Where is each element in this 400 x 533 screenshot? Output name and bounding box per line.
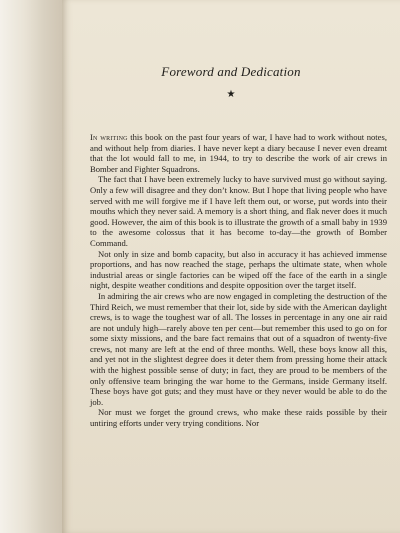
- book-page: [62, 0, 400, 533]
- chapter-heading: Foreword and Dedication: [161, 64, 301, 79]
- paragraph: The fact that I have been extremely lucky to have survived must go without saying. Only a few will disagree and they don’t know. But I hope that living people who have served with me will forgive me if I have left them out, or worse, put words into their mouths which they never said. A memory is a short thing, and flak never does it much good. However, the aim of this book is to illustrate the growth of a small baby in 1939 to the awesome colossus that it has become to-day—the growth of Bomber Command.: [90, 174, 387, 248]
- star-ornament-icon: ★: [226, 89, 236, 100]
- paragraph: Not only in size and bomb capacity, but also in accuracy it has achieved immense proportions, and has now reached the stage, perhaps the ultimate state, when whole industrial areas or single factories can be wiped off the face of the earth in a single night, despite weather conditions and despite opposition over the target itself.: [90, 248, 387, 291]
- paragraph: In admiring the air crews who are now engaged in completing the destruction of the Third Reich, we must remember that their lot, side by side with the American daylight crews, is to wage the toughest war of all. The losses in percentage in any one air raid are not unduly high—rarely above ten per cent—but remember this used to go on for some sixty missions, and the bare fact remains that out of a squadron of twenty-five crews, not many are left at the end of three months. Well, these boys know all this, and yet not in the slightest degree does it deter them from pressing home their attack with the highest possible sense of duty; in fact, they are proud to be members of the only offensive team bringing the war home to the Germans, inside Germany itself. These boys have got guts; and they must have or they never would be able to do the job.: [90, 290, 387, 407]
- paragraph-text: this book on the past four years of war, I have had to work without notes, and without help from diaries. I have never kept a diary because I never even dreamt that the lot would fall to me, in 1944, to try to describe the work of air crews in Bomber and Fighter Squadrons.: [90, 132, 387, 174]
- lead-words: In writing: [90, 132, 128, 142]
- paragraph: Nor must we forget the ground crews, who make these raids possible by their untiring efforts under very trying conditions. Nor: [90, 407, 387, 429]
- paragraph: [90, 132, 387, 174]
- body-text: [90, 132, 387, 429]
- book-spine-gutter: [0, 0, 62, 533]
